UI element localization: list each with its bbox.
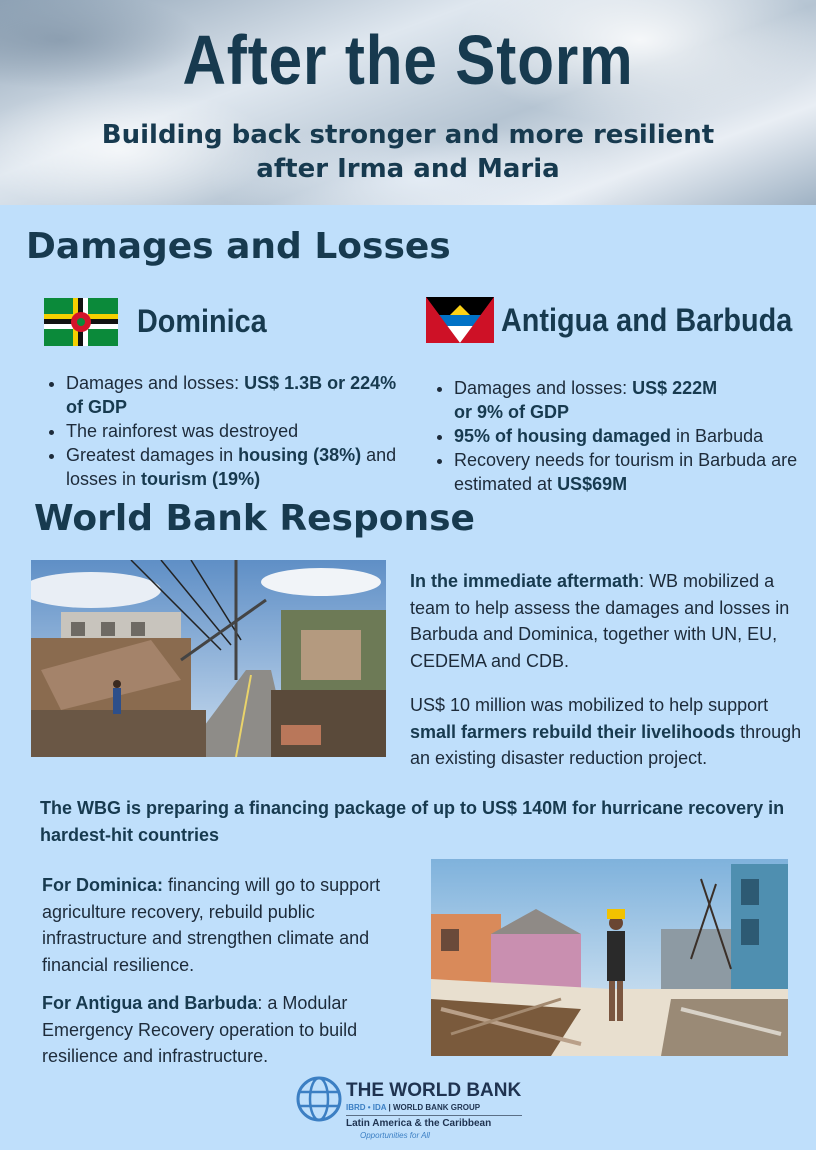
list-item: • Damages and losses: US$ 222M or 9% of GDP [454,376,814,424]
antigua-barbuda-label: Antigua and Barbuda [501,302,793,338]
subtitle-line-2: after Irma and Maria [256,154,560,184]
funding-paragraph: US$ 10 million was mobilized to help support small farmers rebuild their livelihoods through an existing disaster reduction project. [410,695,802,768]
dominica-flag-icon [44,298,118,346]
page-title: After the Storm [182,21,634,99]
list-item: • 95% of housing damaged in Barbuda [454,424,814,448]
logo-wordmark: THE WORLD BANK [346,1080,522,1101]
list-item: • The rainforest was destroyed [66,419,416,443]
list-item: • Damages and losses: US$ 1.3B or 224% of GDP [66,371,416,419]
aftermath-paragraph: In the immediate aftermath: WB mobilized a team to help assess the damages and losses in Barbuda and Dominica, together with UN, EU, CEDEMA and CDB. [410,571,790,671]
page-subtitle [0,118,816,186]
antigua-bullet-list [432,376,814,496]
debris-street-photo [431,859,788,1056]
hero-banner [0,0,816,205]
storm-damage-street-photo [31,560,386,757]
list-item: • Greatest damages in housing (38%) and losses in tourism (19%) [66,443,416,491]
world-bank-logo [296,1074,536,1146]
dominica-financing-paragraph: For Dominica: financing will go to support agriculture recovery, rebuild public infrastructure and strengthen climate and financial resilience. [42,875,381,975]
logo-region: Latin America & the Caribbean [346,1118,492,1129]
globe-icon [296,1076,342,1122]
logo-subline: IBRD • IDA | WORLD BANK GROUP [346,1103,481,1112]
list-item: • Recovery needs for tourism in Barbuda are estimated at US$69M [454,448,814,496]
logo-tagline: Opportunities for All [360,1131,430,1140]
antigua-barbuda-flag-icon [426,297,494,343]
subtitle-line-1: Building back stronger and more resilient [101,120,715,150]
logo-divider [346,1115,522,1116]
antigua-financing-paragraph: For Antigua and Barbuda: a Modular Emergency Recovery operation to build resilience and infrastructure. [42,993,358,1066]
response-heading: World Bank Response [34,498,475,539]
damages-heading: Damages and Losses [26,226,451,267]
financing-package-statement: The WBG is preparing a financing package of up to US$ 140M for hurricane recovery in hardest-hit countries [40,798,785,845]
dominica-bullet-list [44,371,416,491]
dominica-label: Dominica [137,303,267,339]
